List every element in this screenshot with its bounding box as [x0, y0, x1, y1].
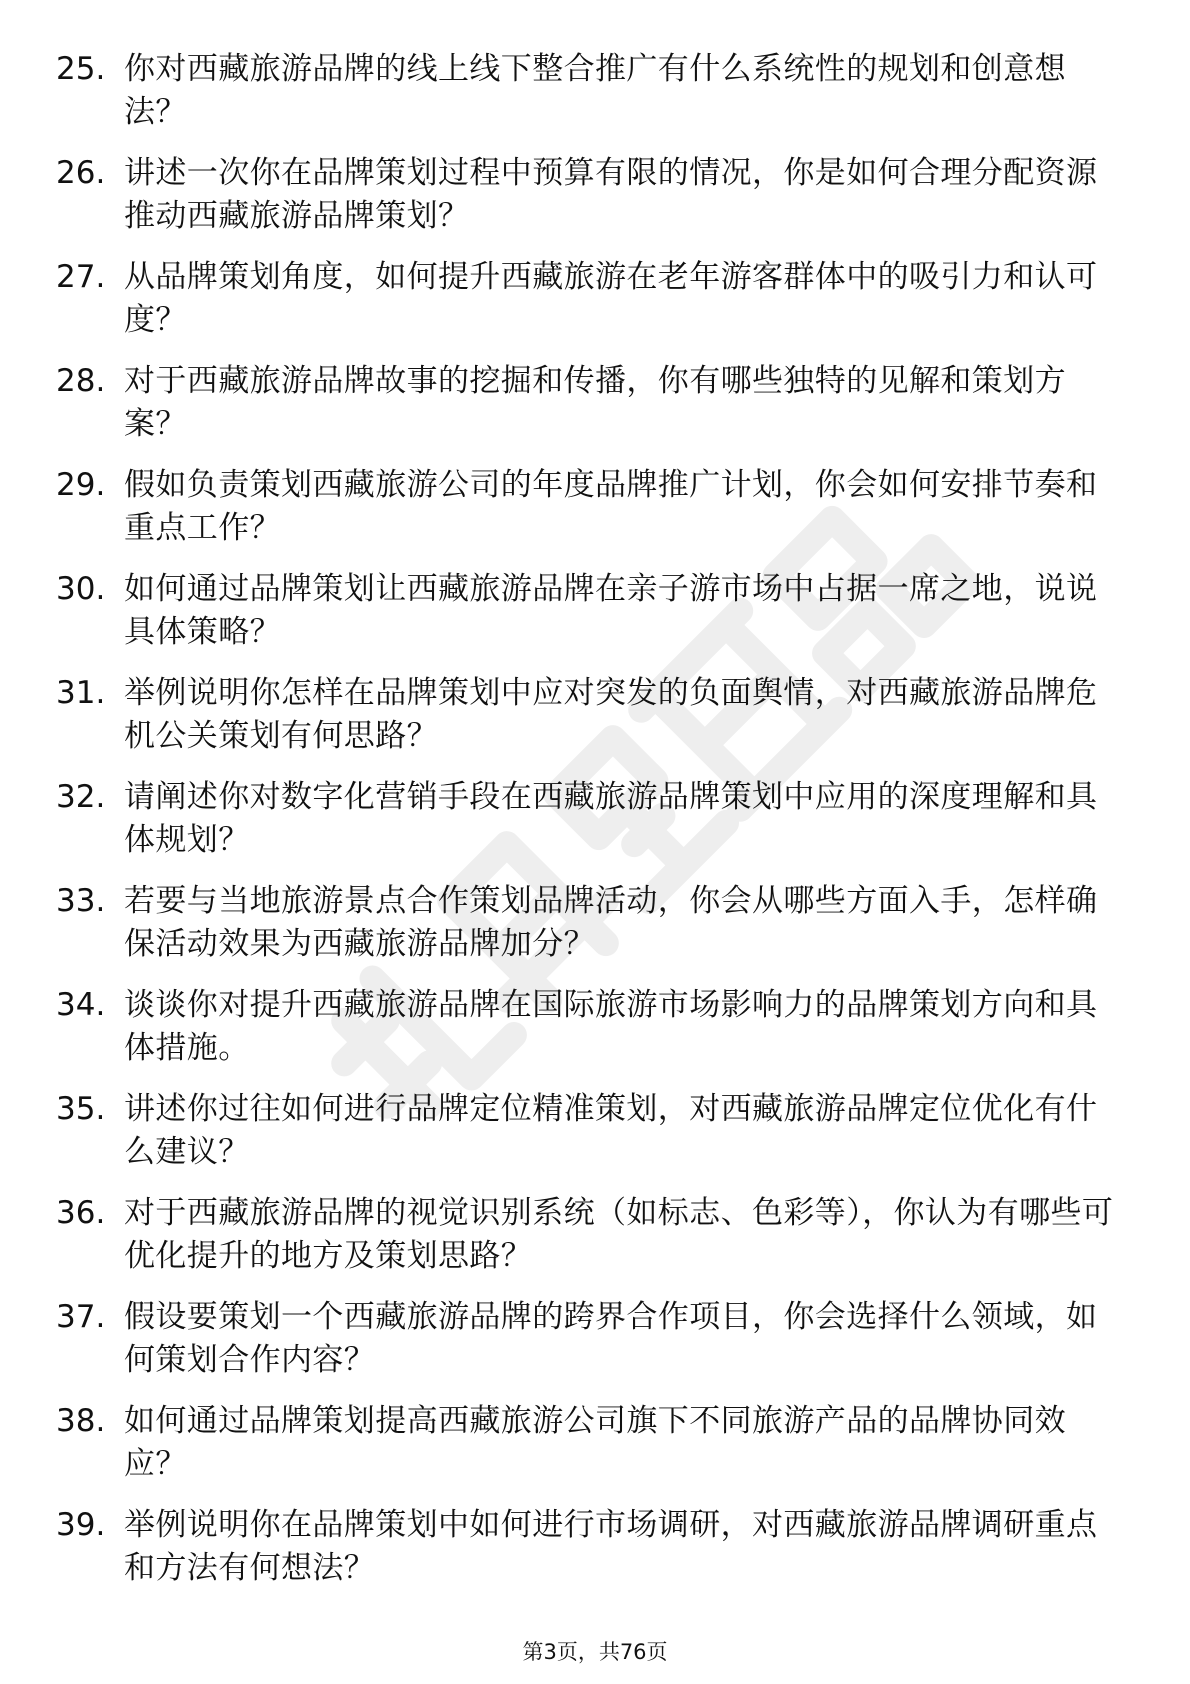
question-number: 37. — [56, 1299, 106, 1335]
question-text: 从品牌策划角度，如何提升西藏旅游在老年游客群体中的吸引力和认可度？ — [124, 259, 1098, 338]
question-number: 29. — [56, 467, 106, 503]
question-number: 30. — [56, 571, 106, 607]
question-item — [56, 464, 1116, 568]
question-item — [56, 880, 1116, 984]
question-item — [56, 1400, 1116, 1504]
question-item — [56, 1504, 1116, 1608]
question-number: 25. — [56, 51, 106, 87]
question-item — [56, 256, 1116, 360]
question-text: 讲述一次你在品牌策划过程中预算有限的情况，你是如何合理分配资源推动西藏旅游品牌策划？ — [124, 155, 1098, 234]
question-text: 假如负责策划西藏旅游公司的年度品牌推广计划，你会如何安排节奏和重点工作？ — [124, 467, 1098, 546]
question-text: 举例说明你在品牌策划中如何进行市场调研，对西藏旅游品牌调研重点和方法有何想法？ — [124, 1507, 1098, 1586]
question-text: 若要与当地旅游景点合作策划品牌活动，你会从哪些方面入手，怎样确保活动效果为西藏旅游品牌加分？ — [124, 883, 1098, 962]
question-number: 26. — [56, 155, 106, 191]
question-item — [56, 776, 1116, 880]
question-item — [56, 568, 1116, 672]
question-number: 32. — [56, 779, 106, 815]
question-number: 38. — [56, 1403, 106, 1439]
question-number: 36. — [56, 1195, 106, 1231]
question-number: 35. — [56, 1091, 106, 1127]
page-footer: 第3页，共76页 — [522, 1640, 668, 1664]
question-text: 讲述你过往如何进行品牌定位精准策划，对西藏旅游品牌定位优化有什么建议？ — [124, 1091, 1098, 1170]
question-number: 27. — [56, 259, 106, 295]
question-item — [56, 48, 1116, 152]
question-text: 假设要策划一个西藏旅游品牌的跨界合作项目，你会选择什么领域，如何策划合作内容？ — [124, 1299, 1098, 1378]
question-text: 如何通过品牌策划提高西藏旅游公司旗下不同旅游产品的品牌协同效应？ — [124, 1403, 1066, 1482]
question-text: 对于西藏旅游品牌故事的挖掘和传播，你有哪些独特的见解和策划方案？ — [124, 363, 1066, 442]
question-item — [56, 984, 1116, 1088]
question-list — [56, 48, 1116, 1608]
question-text: 如何通过品牌策划让西藏旅游品牌在亲子游市场中占据一席之地，说说具体策略？ — [124, 571, 1098, 650]
question-text: 请阐述你对数字化营销手段在西藏旅游品牌策划中应用的深度理解和具体规划？ — [124, 779, 1098, 858]
question-number: 28. — [56, 363, 106, 399]
question-item — [56, 1192, 1116, 1296]
question-text: 举例说明你怎样在品牌策划中应对突发的负面舆情，对西藏旅游品牌危机公关策划有何思路？ — [124, 675, 1098, 754]
question-item — [56, 1088, 1116, 1192]
question-number: 39. — [56, 1507, 106, 1543]
question-item — [56, 672, 1116, 776]
question-text: 你对西藏旅游品牌的线上线下整合推广有什么系统性的规划和创意想法？ — [124, 51, 1066, 130]
question-item — [56, 152, 1116, 256]
question-number: 34. — [56, 987, 106, 1023]
question-item — [56, 360, 1116, 464]
question-number: 31. — [56, 675, 106, 711]
question-text: 对于西藏旅游品牌的视觉识别系统（如标志、色彩等），你认为有哪些可优化提升的地方及策划思路？ — [124, 1195, 1114, 1274]
question-text: 谈谈你对提升西藏旅游品牌在国际旅游市场影响力的品牌策划方向和具体措施。 — [124, 987, 1098, 1066]
question-number: 33. — [56, 883, 106, 919]
question-item — [56, 1296, 1116, 1400]
